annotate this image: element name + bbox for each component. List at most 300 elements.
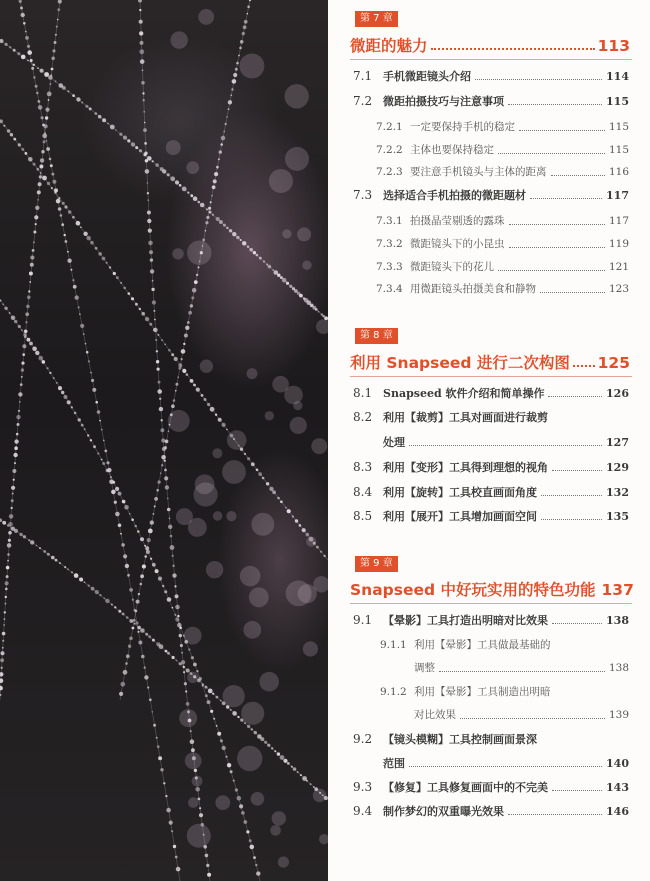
toc-entry-7-3-3[interactable]: [376, 259, 629, 274]
dew-droplet: [147, 686, 149, 688]
dew-droplet: [80, 227, 82, 229]
dew-droplet: [71, 406, 73, 408]
entry-page: 115: [608, 144, 629, 156]
dew-droplet: [232, 79, 237, 84]
dew-droplet: [28, 290, 30, 292]
entry-label: 手机微距镜头介绍: [383, 70, 471, 83]
entry-page: 143: [606, 781, 629, 794]
dew-droplet: [134, 525, 137, 528]
dew-droplet: [198, 266, 200, 268]
bokeh-orb: [186, 161, 199, 174]
dew-droplet: [129, 513, 131, 515]
leader-dots: [409, 438, 602, 446]
dew-droplet: [18, 143, 21, 146]
leader-dots: [498, 146, 605, 154]
dew-droplet: [207, 700, 211, 704]
entry-number: 8.5: [353, 509, 373, 523]
entry-number: 8.1: [353, 386, 373, 400]
dew-droplet: [286, 282, 289, 285]
dew-droplet: [21, 329, 23, 331]
entry-label: Snapseed 软件介绍和简单操作: [383, 387, 545, 400]
dew-droplet: [52, 180, 56, 184]
dew-droplet: [230, 709, 232, 711]
bokeh-orb: [282, 229, 291, 238]
dew-droplet: [147, 182, 149, 184]
dew-droplet: [174, 357, 178, 361]
dew-droplet: [133, 619, 136, 622]
toc-entry-9-3[interactable]: [353, 779, 629, 795]
dew-droplet: [25, 152, 28, 155]
dew-droplet: [3, 624, 5, 626]
dew-droplet: [185, 690, 187, 692]
dew-droplet: [139, 20, 143, 24]
dew-droplet: [28, 539, 30, 541]
dew-droplet: [102, 118, 106, 122]
dew-droplet: [191, 748, 195, 752]
dew-droplet: [114, 501, 117, 504]
toc-entry-7-3-4[interactable]: [376, 281, 629, 296]
dew-droplet: [315, 308, 318, 311]
leader-dots: [530, 191, 602, 199]
toc-entry-9-1-1-cont[interactable]: [414, 660, 629, 675]
entry-label: 利用【晕影】工具做最基础的: [414, 639, 551, 651]
entry-number: 8.3: [353, 460, 373, 474]
dew-droplet: [175, 180, 179, 184]
dew-droplet: [177, 376, 179, 378]
dew-droplet: [239, 47, 242, 50]
dew-droplet: [5, 43, 8, 46]
dew-droplet: [55, 34, 57, 36]
dew-droplet: [145, 546, 149, 550]
dew-droplet: [242, 241, 246, 245]
dew-droplet: [122, 613, 125, 616]
dew-droplet: [280, 755, 285, 760]
dew-droplet: [12, 493, 14, 495]
dew-droplet: [92, 388, 96, 392]
bokeh-orb: [313, 789, 327, 803]
dew-droplet: [272, 269, 274, 271]
dew-droplet: [183, 343, 185, 345]
toc-entry-7-2-2[interactable]: [376, 142, 629, 157]
dew-droplet: [198, 798, 201, 801]
dew-droplet: [11, 499, 14, 502]
dew-droplet: [29, 281, 31, 283]
entry-label: 制作梦幻的双重曝光效果: [383, 805, 504, 818]
dew-droplet: [214, 172, 218, 176]
toc-entry-7-3-1[interactable]: [376, 213, 629, 228]
dew-droplet: [240, 40, 244, 44]
dew-droplet: [247, 246, 249, 248]
dew-droplet: [132, 627, 135, 630]
dew-droplet: [172, 607, 174, 609]
entry-label: 微距镜头下的花儿: [410, 261, 494, 273]
dew-droplet: [148, 241, 153, 246]
entry-label: 利用【旋转】工具校直画面角度: [383, 486, 537, 499]
entry-number: 9.1.1: [380, 639, 407, 651]
dew-droplet: [143, 111, 145, 113]
toc-entry-9-1-2[interactable]: [380, 684, 629, 699]
dew-droplet: [250, 845, 255, 850]
dew-droplet: [274, 270, 279, 275]
chapter-8-tag: 第 8 章: [355, 328, 398, 344]
dew-droplet: [138, 641, 142, 645]
dew-droplet: [140, 41, 144, 45]
dew-droplet: [143, 99, 145, 101]
dew-droplet: [11, 316, 16, 321]
dew-droplet: [137, 626, 141, 630]
dew-droplet: [30, 540, 34, 544]
dew-droplet: [144, 555, 147, 558]
dew-droplet: [322, 315, 325, 318]
dew-droplet: [277, 497, 280, 500]
bokeh-orb: [194, 482, 218, 506]
divider: [350, 59, 632, 60]
dew-droplet: [25, 312, 29, 316]
dew-droplet: [220, 700, 222, 702]
dew-droplet: [153, 513, 155, 515]
dew-droplet: [255, 864, 257, 866]
toc-entry-8-1[interactable]: [353, 385, 629, 401]
bokeh-orb: [215, 795, 230, 810]
dew-droplet: [144, 545, 146, 547]
dew-droplet: [157, 368, 160, 371]
dew-droplet: [95, 247, 98, 250]
dew-droplet: [137, 631, 139, 633]
bokeh-orb: [249, 587, 269, 607]
dew-droplet: [222, 423, 226, 427]
dew-droplet: [192, 288, 197, 293]
dew-droplet: [139, 149, 142, 152]
dew-droplet: [125, 662, 128, 665]
entry-label: 微距镜头下的小昆虫: [410, 238, 505, 250]
dew-droplet: [147, 219, 151, 223]
dew-droplet: [199, 807, 201, 809]
dew-droplet: [256, 469, 259, 472]
dew-droplet: [139, 31, 143, 35]
dew-droplet: [88, 585, 90, 587]
dew-droplet: [218, 158, 220, 160]
toc-entry-7-3[interactable]: [353, 187, 629, 203]
dew-droplet: [190, 730, 192, 732]
dew-droplet: [70, 269, 72, 271]
dew-droplet: [62, 86, 66, 90]
dew-droplet: [140, 628, 145, 633]
dew-droplet: [216, 217, 220, 221]
dew-droplet: [127, 574, 130, 577]
dew-droplet: [280, 501, 283, 504]
dew-droplet: [147, 538, 151, 542]
dew-droplet: [149, 698, 152, 701]
dew-droplet: [40, 69, 44, 73]
chapter-page-number: 125: [597, 354, 630, 372]
bokeh-orb: [187, 672, 198, 683]
dew-droplet: [21, 148, 24, 151]
dew-droplet: [247, 725, 250, 728]
toc-entry-9-2[interactable]: [353, 731, 629, 747]
dew-droplet: [27, 338, 31, 342]
toc-entry-7-3-2[interactable]: [376, 236, 629, 251]
dew-droplet: [114, 606, 116, 608]
dew-droplet: [11, 486, 15, 490]
dew-droplet: [167, 597, 172, 602]
dew-droplet: [14, 320, 18, 324]
dew-droplet: [105, 599, 110, 604]
toc-entry-9-2-cont[interactable]: [383, 755, 629, 771]
dew-droplet: [139, 49, 144, 54]
dew-droplet: [110, 125, 115, 130]
dew-droplet: [174, 614, 176, 616]
chapter-8-title[interactable]: [350, 351, 630, 373]
dew-droplet: [8, 522, 13, 527]
dew-droplet: [95, 112, 98, 115]
dew-droplet: [14, 529, 18, 533]
dew-droplet: [200, 203, 205, 208]
dew-droplet: [124, 505, 129, 510]
dew-droplet: [47, 553, 50, 556]
dew-droplet: [181, 358, 183, 360]
dew-droplet: [280, 276, 283, 279]
dew-droplet: [161, 455, 166, 460]
dew-droplet: [5, 596, 7, 598]
dew-droplet: [164, 344, 166, 346]
bokeh-orb: [192, 776, 203, 787]
dew-droplet: [175, 390, 177, 392]
toc-entry-9-4[interactable]: [353, 803, 629, 819]
dew-droplet: [103, 597, 105, 599]
dew-droplet: [142, 564, 146, 568]
web-strand: [140, 0, 210, 881]
dew-droplet: [4, 618, 6, 620]
dew-droplet: [145, 317, 149, 321]
entry-page: 140: [606, 757, 629, 770]
dew-droplet: [141, 81, 145, 85]
dew-droplet: [210, 407, 215, 412]
dew-droplet: [111, 490, 116, 495]
dew-droplet: [155, 339, 157, 341]
dew-droplet: [202, 239, 205, 242]
dew-droplet: [1, 651, 5, 655]
dew-droplet: [143, 153, 146, 156]
dew-droplet: [131, 518, 134, 521]
entry-page: 115: [606, 95, 629, 108]
dew-droplet: [183, 671, 185, 673]
entry-label: 一定要保持手机的稳定: [410, 121, 515, 133]
bokeh-orb: [269, 169, 293, 193]
dew-droplet: [170, 545, 175, 550]
dew-droplet: [165, 485, 169, 489]
dew-droplet: [161, 419, 163, 421]
dew-droplet: [41, 150, 44, 153]
dew-droplet: [102, 462, 105, 465]
dew-droplet: [205, 686, 208, 689]
dew-droplet: [41, 116, 44, 119]
dew-droplet: [150, 258, 153, 261]
dew-droplet: [232, 711, 237, 716]
dew-droplet: [74, 412, 77, 415]
dew-droplet: [106, 461, 109, 464]
toc-entry-9-1-1[interactable]: [380, 637, 629, 652]
dew-droplet: [13, 453, 17, 457]
dew-droplet: [79, 578, 83, 582]
dew-droplet: [32, 347, 37, 352]
entry-page: 121: [608, 261, 629, 273]
chapter-title-text: 微距的魅力: [350, 37, 428, 55]
dew-droplet: [171, 830, 173, 832]
bokeh-orb: [223, 685, 245, 707]
dew-droplet: [206, 208, 208, 210]
dew-droplet: [302, 528, 306, 532]
bokeh-orb: [285, 84, 309, 108]
dew-droplet: [129, 637, 133, 641]
dew-droplet: [123, 287, 126, 290]
dew-droplet: [177, 615, 179, 617]
dew-droplet: [239, 804, 243, 808]
dew-droplet: [19, 533, 22, 536]
dew-droplet: [230, 94, 232, 96]
dew-droplet: [164, 590, 167, 593]
dew-droplet: [210, 201, 212, 203]
toc-entry-9-1[interactable]: [353, 612, 629, 628]
leader-dots: [552, 463, 602, 471]
dew-droplet: [6, 566, 10, 570]
dew-droplet: [168, 349, 171, 352]
dew-droplet: [27, 45, 30, 48]
toc-entry-8-3[interactable]: [353, 459, 629, 475]
dew-droplet: [237, 796, 242, 801]
dew-droplet: [152, 300, 156, 304]
dew-droplet: [249, 0, 251, 1]
entry-number: 7.3.1: [376, 215, 403, 227]
leader-dots: [552, 783, 602, 791]
bokeh-orb: [251, 792, 265, 806]
dew-droplet: [49, 372, 51, 374]
dew-droplet: [143, 128, 147, 132]
dew-droplet: [58, 207, 62, 211]
dew-droplet: [230, 770, 233, 773]
dew-droplet: [20, 7, 23, 10]
dew-droplet: [9, 514, 14, 519]
toc-entry-8-4[interactable]: [353, 484, 629, 500]
dew-droplet: [164, 446, 167, 449]
dew-droplet: [59, 562, 61, 564]
toc-entry-7-2[interactable]: [353, 93, 629, 109]
dew-droplet: [67, 251, 69, 253]
dew-droplet: [177, 623, 182, 628]
dew-droplet: [228, 100, 232, 104]
entry-label: 拍摄晶莹剔透的露珠: [410, 215, 505, 227]
entry-number: 9.1.2: [380, 686, 407, 698]
dew-droplet: [65, 240, 68, 243]
dew-droplet: [210, 710, 213, 713]
dew-droplet: [184, 682, 187, 685]
dew-droplet: [39, 175, 42, 178]
entry-page: 127: [606, 436, 629, 449]
dew-droplet: [172, 656, 175, 659]
dew-droplet: [157, 389, 162, 394]
dew-droplet: [22, 353, 25, 356]
dew-droplet: [157, 334, 159, 336]
dew-droplet: [120, 682, 125, 687]
bokeh-orb: [176, 508, 193, 525]
dew-droplet: [90, 241, 94, 245]
dew-droplet: [164, 460, 166, 462]
dew-droplet: [51, 68, 54, 71]
dew-droplet: [76, 97, 80, 101]
chapter-title-text: Snapseed 中好玩实用的特色功能: [350, 581, 596, 599]
dew-droplet: [104, 450, 107, 453]
dew-droplet: [18, 392, 22, 396]
chapter-7-title[interactable]: [350, 34, 630, 56]
dew-droplet: [45, 108, 49, 112]
toc-entry-7-2-3[interactable]: [376, 164, 629, 179]
chapter-9-title[interactable]: [350, 578, 634, 600]
dew-droplet: [38, 182, 42, 186]
leader-dots: [508, 97, 602, 105]
dew-droplet: [98, 115, 102, 119]
dew-droplet: [67, 568, 69, 570]
dew-droplet: [165, 440, 169, 444]
dew-droplet: [247, 13, 249, 15]
dew-droplet: [176, 660, 178, 662]
toc-entry-8-5[interactable]: [353, 508, 629, 524]
entry-label: 利用【裁剪】工具对画面进行裁剪: [383, 411, 548, 424]
dew-droplet: [277, 274, 280, 277]
dew-droplet: [71, 571, 73, 573]
dew-droplet: [184, 334, 188, 338]
dew-droplet: [247, 457, 250, 460]
dew-droplet: [122, 500, 126, 504]
dew-droplet: [58, 0, 62, 4]
dew-droplet: [194, 769, 197, 772]
dew-droplet: [179, 634, 182, 637]
entry-number: 9.3: [353, 780, 373, 794]
dew-droplet: [73, 285, 77, 289]
dew-droplet: [170, 176, 175, 181]
dew-droplet: [121, 543, 125, 547]
toc-entry-8-2-cont[interactable]: [383, 434, 629, 450]
dew-droplet: [68, 210, 72, 214]
entry-page: 115: [608, 121, 629, 133]
dew-droplet: [37, 199, 39, 201]
dew-droplet: [310, 783, 312, 785]
dew-droplet: [216, 166, 219, 169]
toc-entry-9-1-2-cont[interactable]: [414, 707, 629, 722]
toc-entry-8-2[interactable]: [353, 409, 629, 425]
toc-entry-7-2-1[interactable]: [376, 119, 629, 134]
bokeh-orb: [265, 411, 274, 420]
bokeh-orb: [311, 438, 327, 454]
dew-droplet: [84, 582, 86, 584]
bokeh-orb: [227, 430, 247, 450]
dew-droplet: [226, 429, 228, 431]
dew-droplet: [61, 391, 64, 394]
dew-droplet: [204, 398, 207, 401]
dew-droplet: [21, 55, 26, 60]
dew-droplet: [213, 179, 217, 183]
bokeh-orb: [185, 752, 202, 769]
toc-entry-7-1[interactable]: [353, 68, 629, 84]
entry-page: 117: [606, 189, 629, 202]
entry-label: 主体也要保持稳定: [410, 144, 494, 156]
dew-droplet: [152, 639, 155, 642]
dew-droplet: [118, 492, 122, 496]
leader-dots: [509, 217, 605, 225]
dew-droplet: [36, 168, 39, 171]
dew-droplet: [212, 185, 216, 189]
dew-droplet: [91, 379, 94, 382]
dew-droplet: [167, 173, 170, 176]
leader-dots: [573, 357, 595, 367]
